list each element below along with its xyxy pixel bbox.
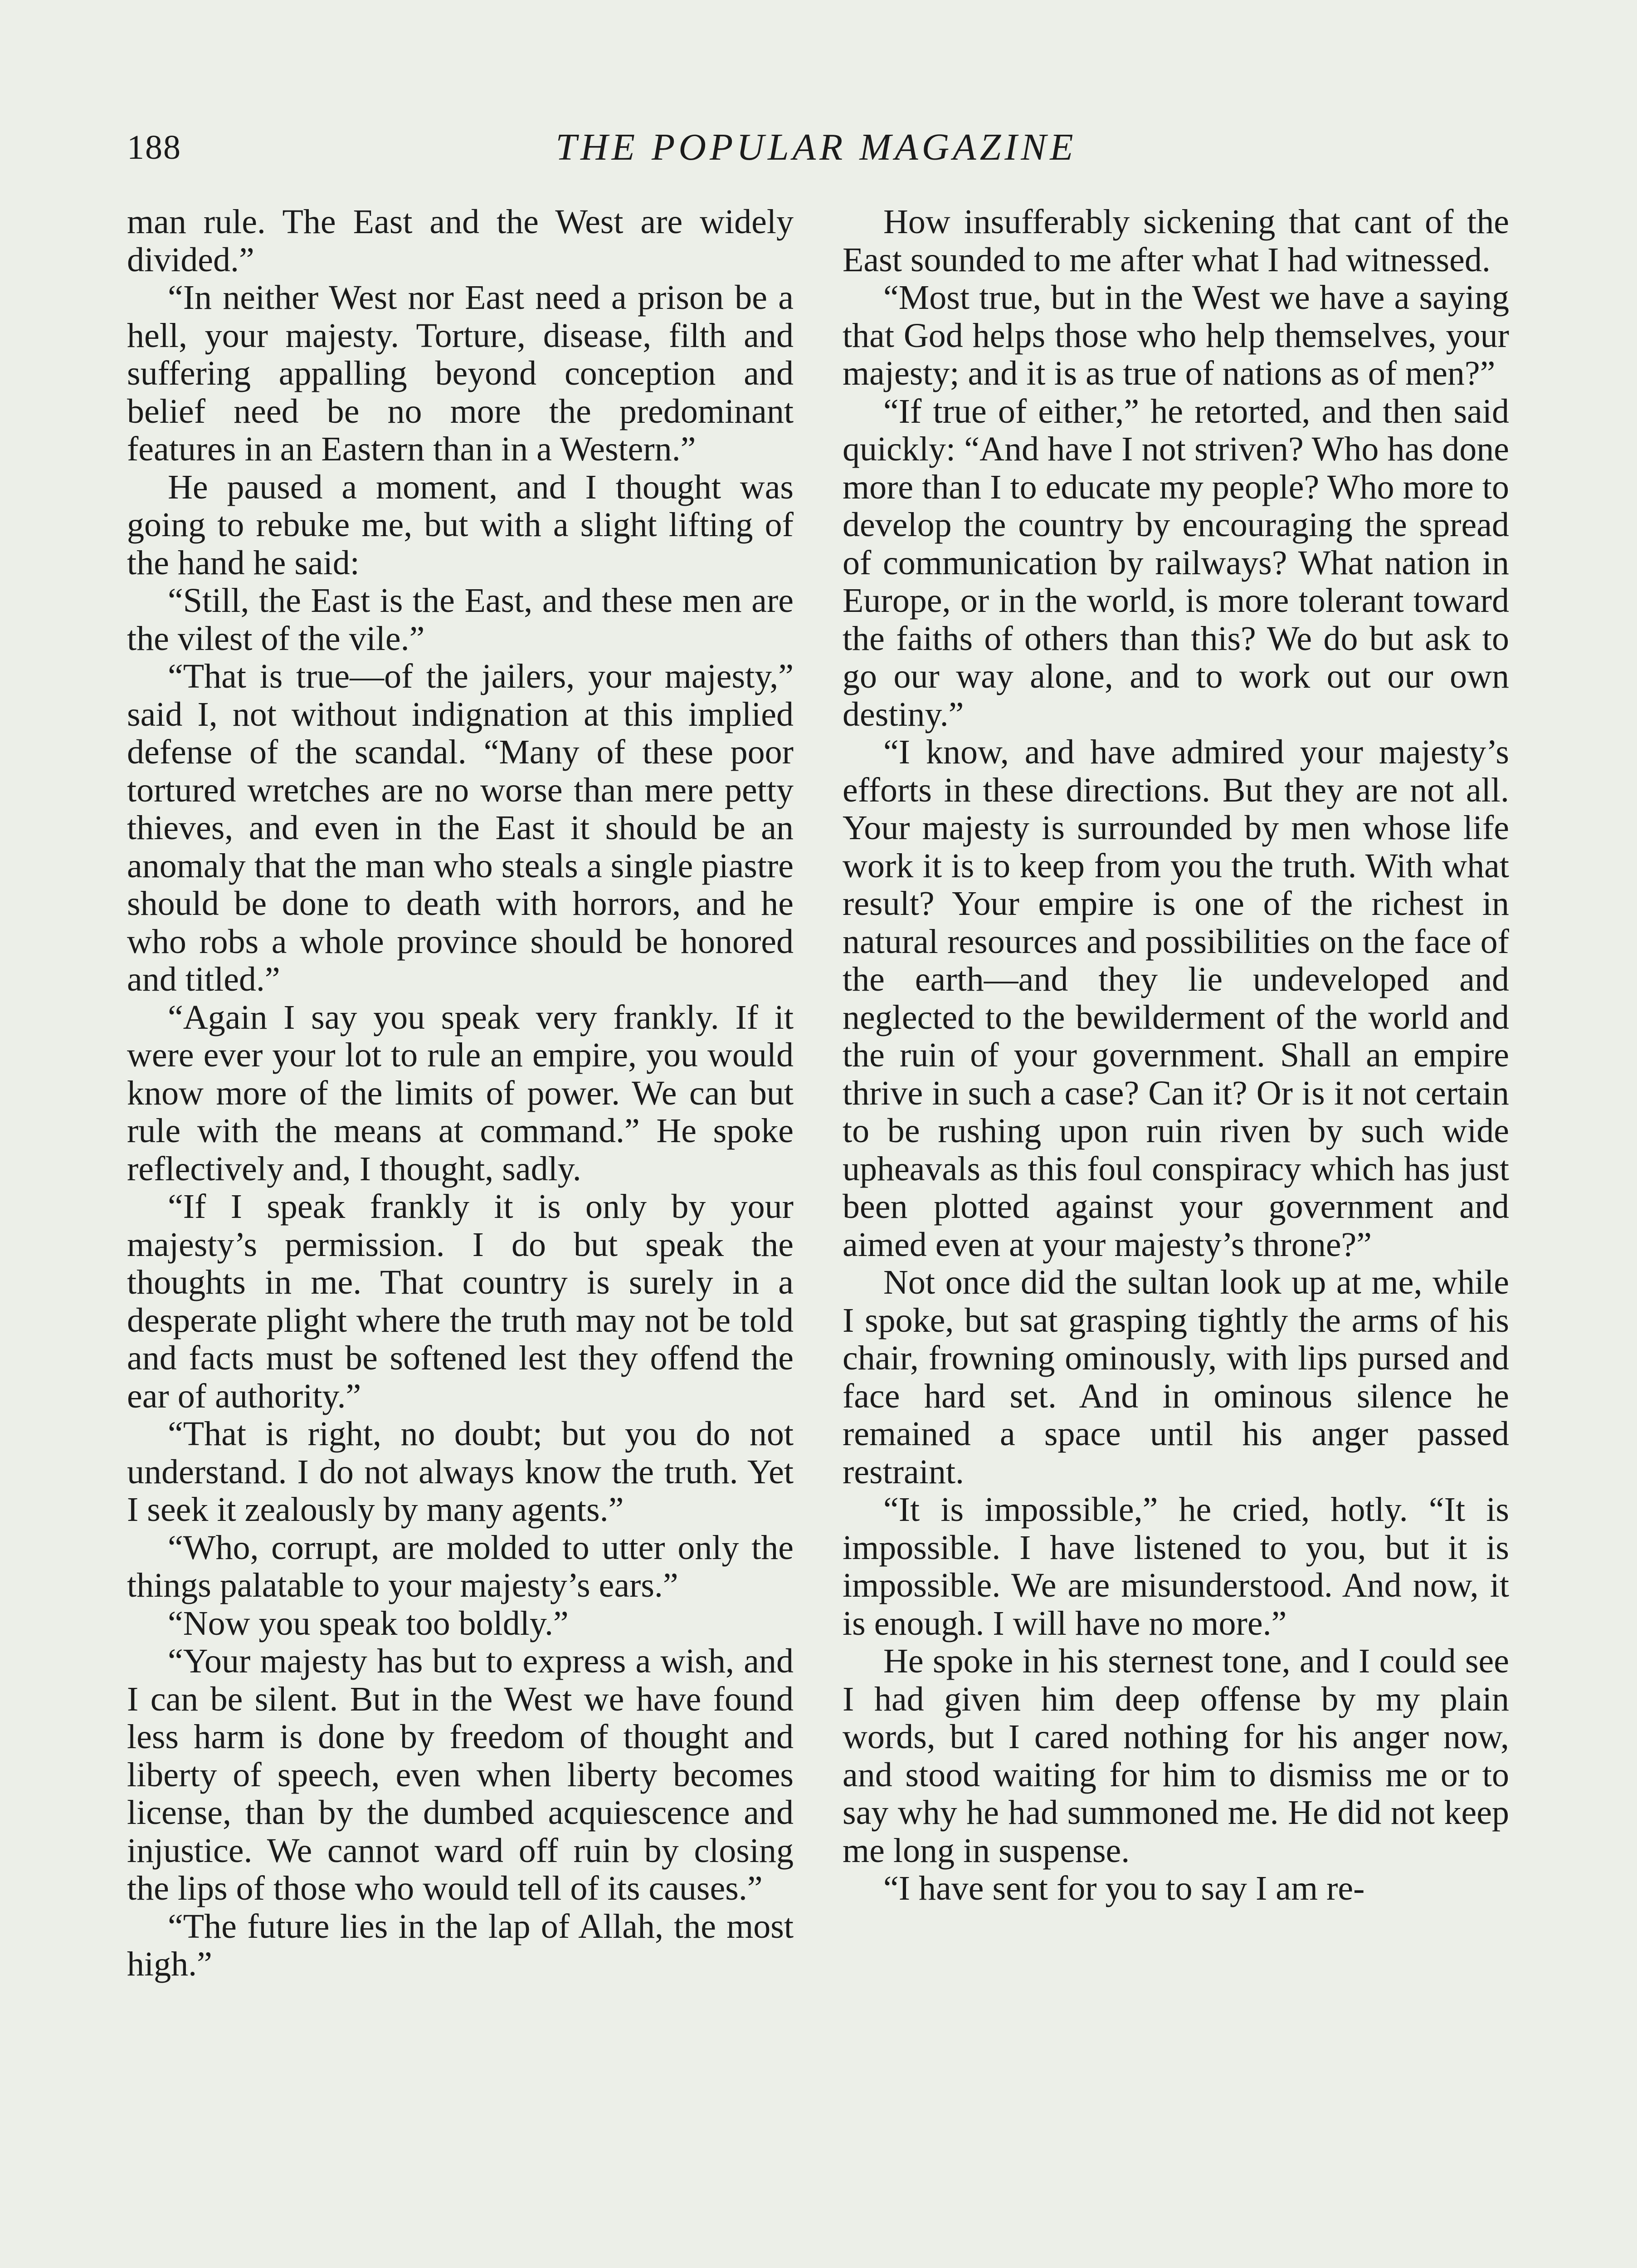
paragraph: “Again I say you speak very frankly. If it were ever your lot to rule an empire, you would know more of the limits of power. We can but rule with the means at command.” He spoke reflectively and, I thought, sadly. [127,998,794,1188]
page-number: 188 [127,128,181,166]
paragraph: “Your majesty has but to express a wish, and I can be silent. But in the West we have found less harm is done by freedom of thought and liberty of speech, even when liberty becomes license, than by the dumbed acquiescence and injustice. We cannot ward off ruin by closing the lips of those who would tell of its causes.” [127,1642,794,1907]
page-header [127,122,1505,172]
paragraph: “Now you speak too boldly.” [168,1604,569,1642]
paragraph: He spoke in his sternest tone, and I could see I had given him deep offense by my plain words, but I cared nothing for his anger now, and stood waiting for him to dismiss me or to say why he had summoned me. He did not keep me long in suspense. [843,1642,1509,1870]
paragraph: He paused a moment, and I thought was going to rebuke me, but with a slight lifting of the hand he said: [127,468,794,582]
paragraph: “Most true, but in the West we have a saying that God helps those who help themselves, your majesty; and it is as true of nations as of men?” [843,279,1509,392]
paragraph: man rule. The East and the West are widely divided.” [127,203,794,279]
paragraph: How insufferably sickening that cant of the East sounded to me after what I had witnessed. [843,203,1509,279]
paragraph: “I have sent for you to say I am re- [883,1869,1365,1907]
paragraph: “That is right, no doubt; but you do not understand. I do not always know the truth. Yet I seek it zealously by many agents.” [127,1415,794,1529]
left-column [127,203,794,2268]
running-title: THE POPULAR MAGAZINE [555,126,1077,168]
paragraph: “It is impossible,” he cried, hotly. “It is impossible. I have listened to you, but it is impossible. We are misunderstood. And now, it is enough. I will have no more.” [843,1491,1509,1642]
paragraph: “Who, corrupt, are molded to utter only the things palatable to your majesty’s ears.” [127,1528,794,1604]
right-column [843,203,1509,2268]
paragraph: “That is true—of the jailers, your majesty,” said I, not without indignation at this implied defense of the scandal. “Many of these poor tortured wretches are no worse than mere petty thieves, and even in the East it should be an anomaly that the man who steals a single piastre should be done to death with horrors, and he who robs a whole province should be honored and titled.” [127,657,794,998]
paragraph: “If true of either,” he retorted, and then said quickly: “And have I not striven? Who has done more than I to educate my people? Who more to develop the country by encouraging the spread of communication by railways? What nation in Europe, or in the world, is more tolerant toward the faiths of others than this? We do but ask to go our way alone, and to work out our own destiny.” [843,392,1509,733]
paragraph: “Still, the East is the East, and these men are the vilest of the vile.” [127,582,794,658]
paragraph: “I know, and have admired your majesty’s efforts in these directions. But they are not all. Your majesty is surrounded by men whose life work it is to keep from you the truth. With what result? Your empire is one of the richest in natural resources and possibilities on the face of the earth—and they lie undeveloped and neglected to the bewilderment of the world and the ruin of your government. Shall an empire thrive in such a case? Can it? Or is it not certain to be rushing upon ruin riven by such wide upheavals as this foul conspiracy which has just been plotted against your government and aimed even at your majesty’s throne?” [843,733,1509,1264]
paragraph: “The future lies in the lap of Allah, the most high.” [127,1907,794,1983]
paragraph: “In neither West nor East need a prison be a hell, your majesty. Torture, disease, filth and suffering appalling beyond conception and belief need be no more the predominant features in an Eastern than in a Western.” [127,279,794,468]
paragraph: “If I speak frankly it is only by your majesty’s permission. I do but speak the thoughts in me. That country is surely in a desperate plight where the truth may not be told and facts must be softened lest they offend the ear of authority.” [127,1188,794,1415]
paragraph: Not once did the sultan look up at me, while I spoke, but sat grasping tightly the arms of his chair, frowning ominously, with lips pursed and face hard set. And in ominous silence he remained a space until his anger passed restraint. [843,1263,1509,1491]
